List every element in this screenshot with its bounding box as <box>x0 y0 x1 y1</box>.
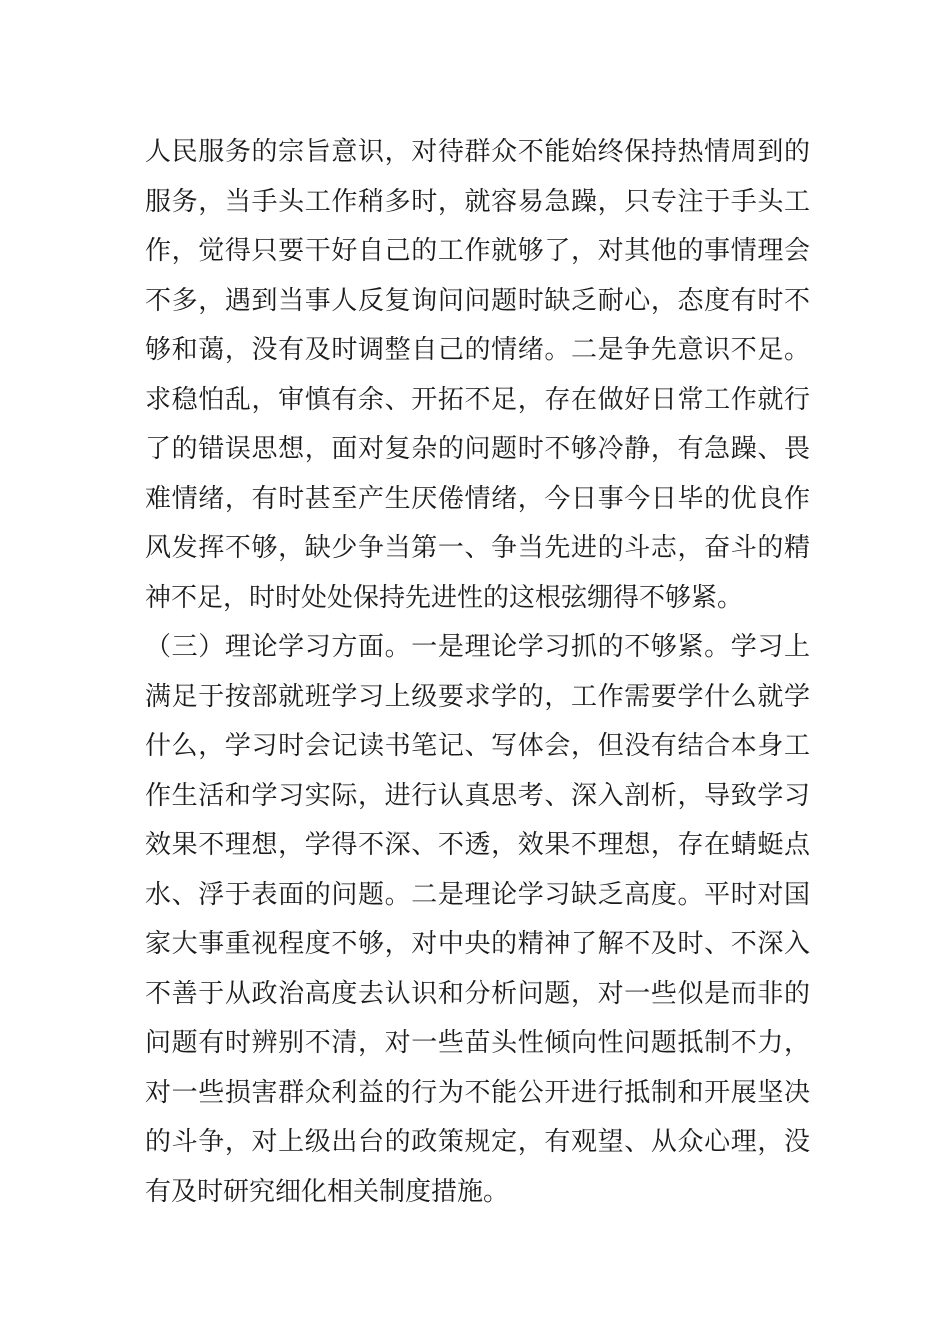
text-line: 了的错误思想，面对复杂的问题时不够冷静，有急躁、畏 <box>145 434 810 464</box>
text-line: 不善于从政治高度去认识和分析问题，对一些似是而非的 <box>145 978 810 1009</box>
text-line: 问题有时辨别不清，对一些苗头性倾向性问题抵制不力， <box>145 1028 810 1058</box>
text-line: 的斗争，对上级出台的政策规定，有观望、从众心理，没 <box>145 1127 810 1157</box>
text-line: 效果不理想，学得不深、不透，效果不理想，存在蜻蜓点 <box>145 830 810 860</box>
text-line: 家大事重视程度不够，对中央的精神了解不及时、不深入 <box>145 929 810 959</box>
text-line: 什么，学习时会记读书笔记、写体会，但没有结合本身工 <box>145 731 810 761</box>
text-line: 难情绪，有时甚至产生厌倦情绪，今日事今日毕的优良作 <box>145 483 810 514</box>
text-line: 不多，遇到当事人反复询问问题时缺乏耐心，态度有时不 <box>145 285 810 316</box>
text-line: 求稳怕乱，审慎有余、开拓不足，存在做好日常工作就行 <box>145 384 810 415</box>
section-heading-line: （三）理论学习方面。一是理论学习抓的不够紧。学习上 <box>145 632 810 662</box>
text-line: 对一些损害群众利益的行为不能公开进行抵制和开展坚决 <box>145 1077 810 1108</box>
text-line: 人民服务的宗旨意识，对待群众不能始终保持热情周到的 <box>145 137 810 167</box>
body-text <box>145 128 810 1217</box>
text-line: 神不足，时时处处保持先进性的这根弦绷得不够紧。 <box>145 582 744 613</box>
text-line: 有及时研究细化相关制度措施。 <box>145 1176 510 1207</box>
text-line: 服务，当手头工作稍多时，就容易急躁，只专注于手头工 <box>145 186 810 217</box>
text-line: 水、浮于表面的问题。二是理论学习缺乏高度。平时对国 <box>145 879 810 910</box>
text-line: 风发挥不够，缺少争当第一、争当先进的斗志，奋斗的精 <box>145 533 810 563</box>
text-line: 够和蔼，没有及时调整自己的情绪。二是争先意识不足。 <box>145 335 810 365</box>
paragraph-1 <box>145 128 810 623</box>
text-line: 作生活和学习实际，进行认真思考、深入剖析，导致学习 <box>145 780 810 811</box>
paragraph-2 <box>145 623 810 1217</box>
text-line: 作，觉得只要干好自己的工作就够了，对其他的事情理会 <box>145 236 810 266</box>
text-line: 满足于按部就班学习上级要求学的，工作需要学什么就学 <box>145 681 810 712</box>
